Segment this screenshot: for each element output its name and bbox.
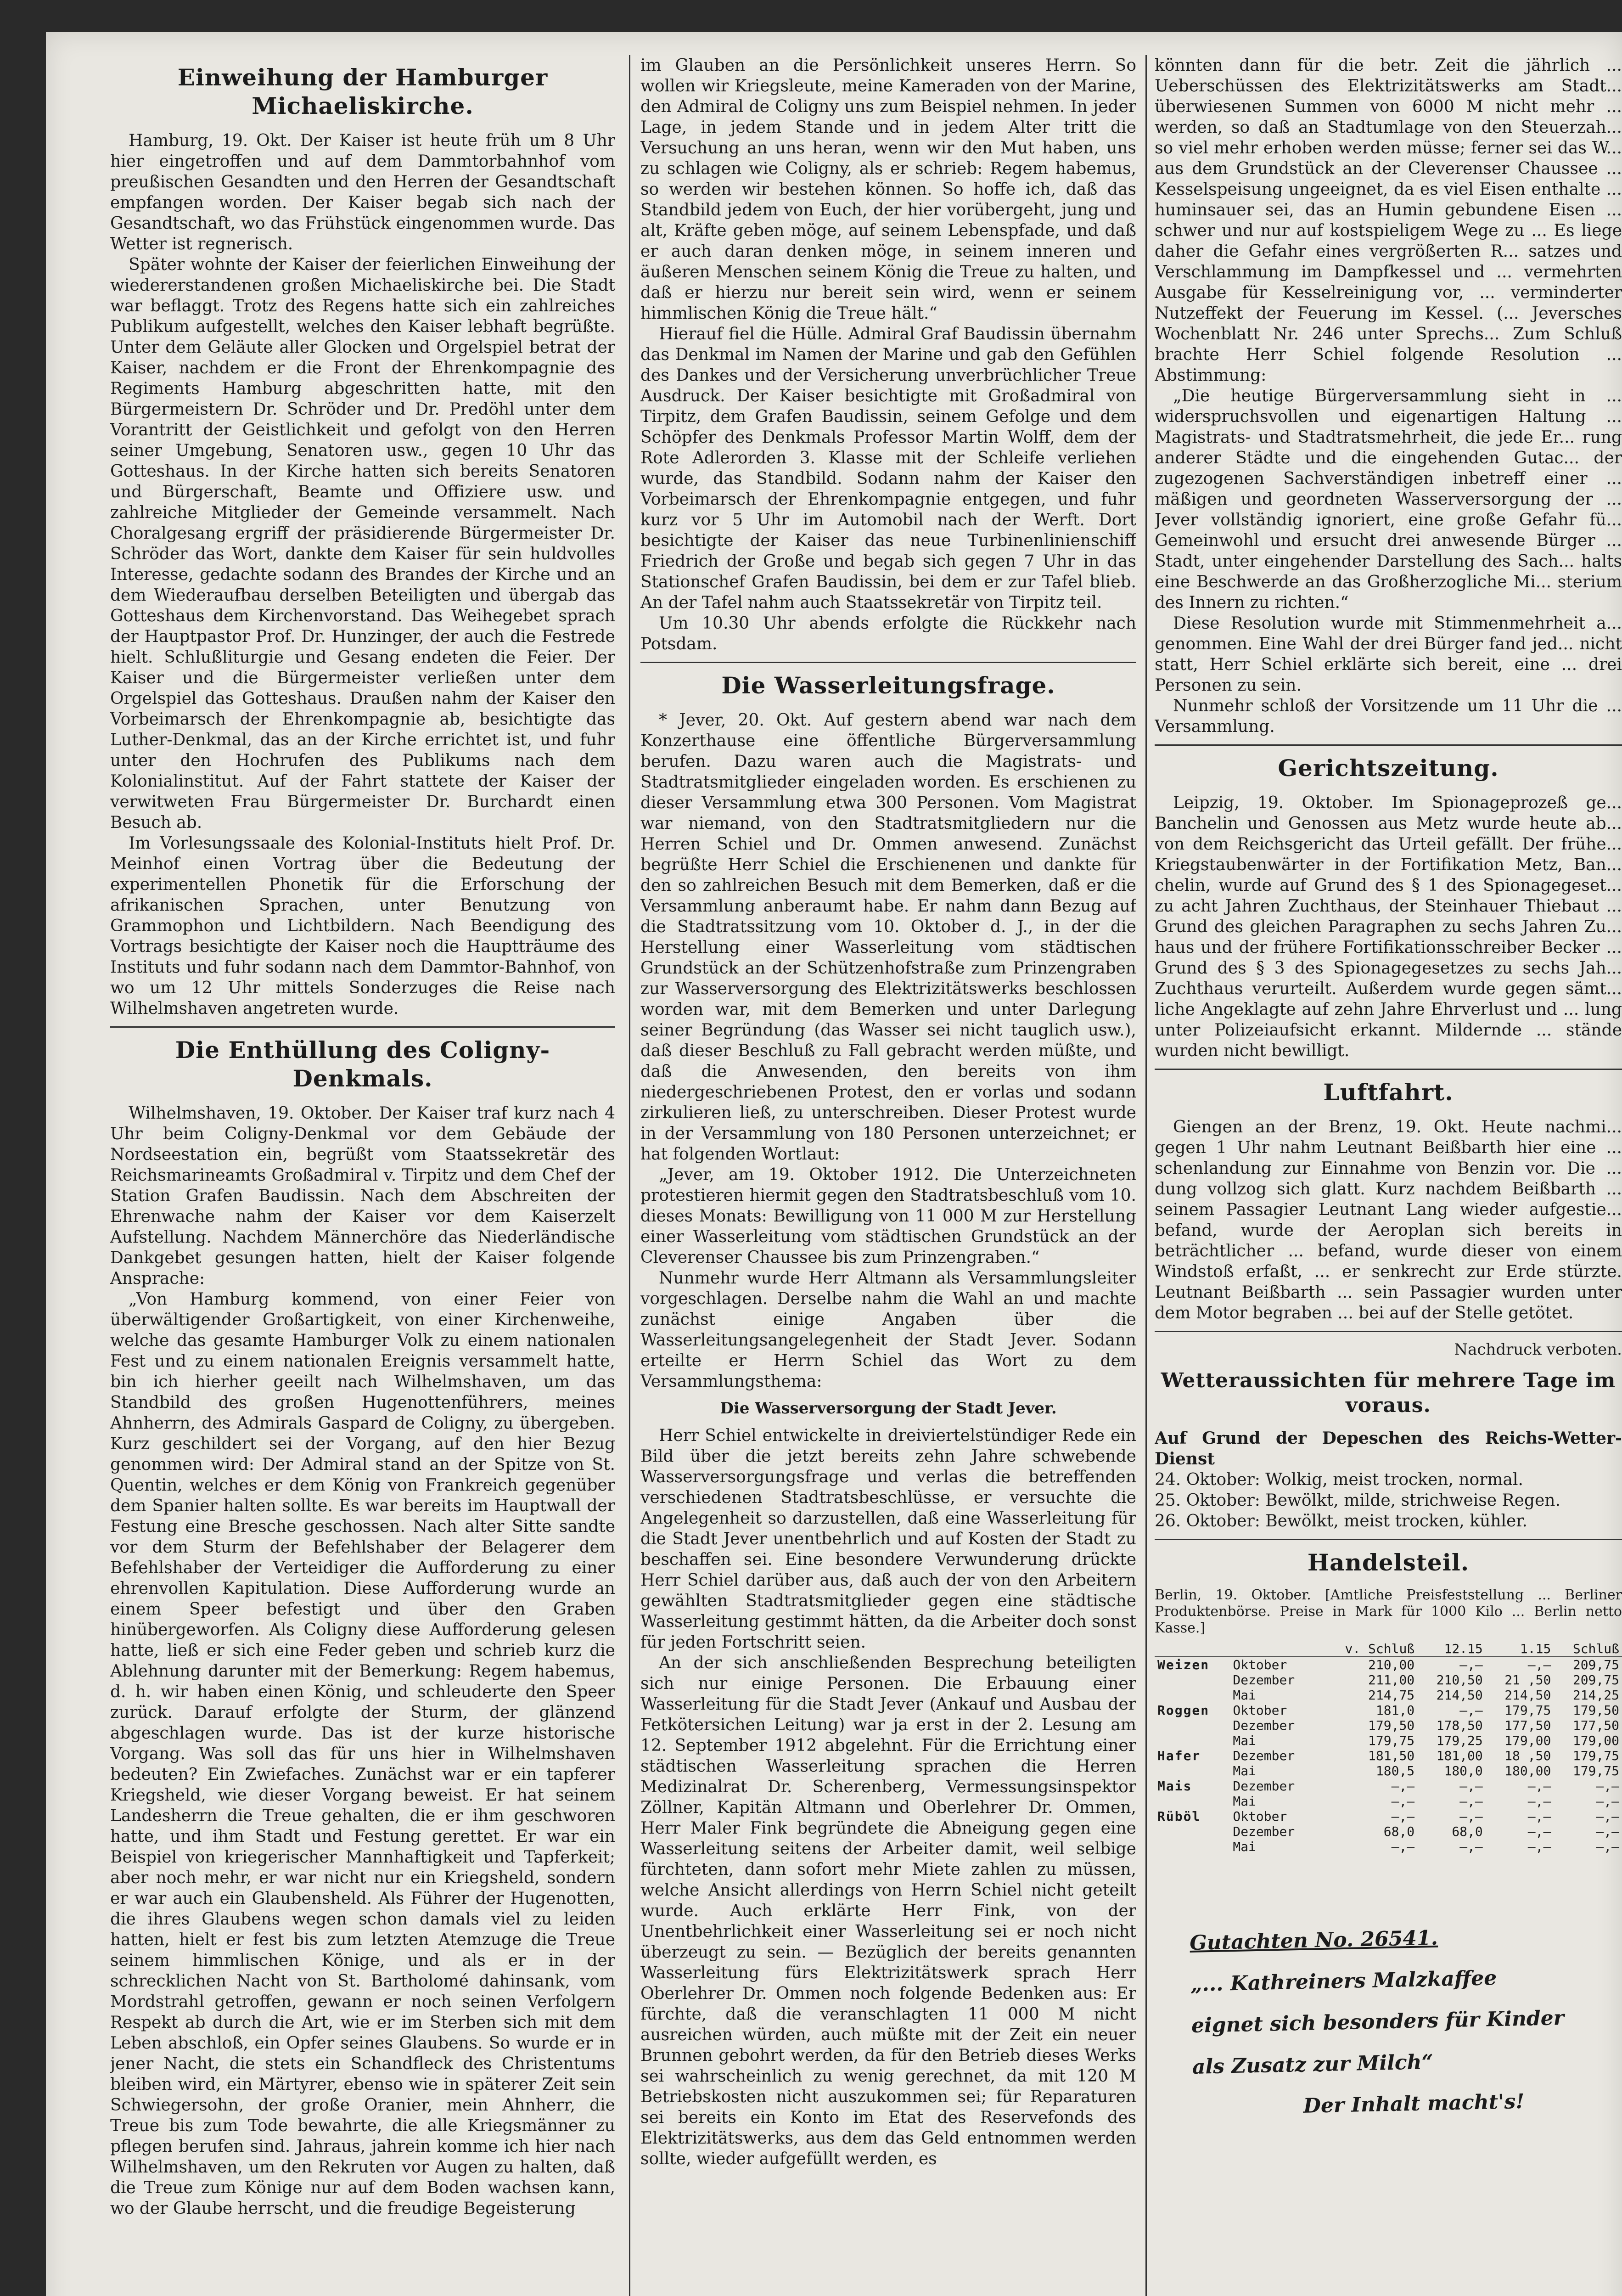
weather-line: 25. Oktober: Bewölkt, milde, strichweise Regen. bbox=[1155, 1491, 1560, 1510]
market-commodity bbox=[1155, 1672, 1230, 1688]
market-price: —,— bbox=[1391, 1839, 1415, 1854]
market-month: Dezember bbox=[1233, 1718, 1295, 1733]
market-row bbox=[1155, 1824, 1622, 1839]
reprint-note: Nachdruck verboten. bbox=[1454, 1340, 1622, 1359]
market-month: Oktober bbox=[1233, 1703, 1287, 1718]
market-month: Mai bbox=[1233, 1688, 1256, 1703]
market-row bbox=[1155, 1688, 1622, 1703]
weather-line: 26. Oktober: Bewölkt, meist trocken, kühler. bbox=[1155, 1512, 1527, 1531]
market-price: 68,0 bbox=[1452, 1824, 1483, 1839]
market-header-cell bbox=[1155, 1641, 1230, 1657]
market-price: 179,75 bbox=[1572, 1763, 1619, 1778]
market-price: —,— bbox=[1527, 1657, 1551, 1672]
market-price: 179,00 bbox=[1572, 1733, 1619, 1748]
market-price: 179,75 bbox=[1572, 1748, 1619, 1763]
market-row bbox=[1155, 1809, 1622, 1824]
section-divider bbox=[640, 662, 1136, 663]
handwritten-signoff: Der Inhalt macht's! bbox=[1303, 2089, 1525, 2118]
headline-wasserleitung: Die Wasserleitungsfrage. bbox=[721, 672, 1055, 699]
market-commodity bbox=[1155, 1763, 1230, 1778]
market-price: —,— bbox=[1527, 1778, 1551, 1794]
market-price: —,— bbox=[1596, 1794, 1619, 1809]
market-price: 209,75 bbox=[1572, 1657, 1619, 1672]
market-price: —,— bbox=[1459, 1778, 1483, 1794]
market-commodity: Rüböl bbox=[1157, 1809, 1201, 1824]
market-commodity bbox=[1155, 1824, 1230, 1839]
section-divider bbox=[1155, 1331, 1622, 1332]
market-price: —,— bbox=[1527, 1839, 1551, 1854]
market-price: —,— bbox=[1527, 1809, 1551, 1824]
market-price: 214,75 bbox=[1368, 1688, 1415, 1703]
article-paragraph: könnten dann für die betr. Zeit die jährlich ... Ueberschüssen des Elektrizitätswerks am Stadt... überwiesenen Summen von 6000 M nicht mehr ... werden, so daß an Stadtumlage von den Steuerzah... so viel mehr erhoben werden müsse; ferner sei das W... aus dem Grundstück an der Cleverenser Chaussee ... Kesselspeisung ungeeignet, da es viel Eisen enthalte ... huminsauer sei, das an Humin gebundene Eisen ... schwer und nur auf kostspieligem Wege zu ... Es liege daher die Gefahr eines vergrößerten R... satzes und Verschlammung im Dampfkessel und ... vermehrten Ausgabe für Kesselreinigung vor, ... verminderter Nutzeffekt der Feuerung im Kessel. (... Jeversches Wochenblatt Nr. 246 unter Sprechs... Zum Schluß brachte Herr Schiel folgende Resolution ... Abstimmung: bbox=[1155, 56, 1622, 385]
market-price: —,— bbox=[1596, 1778, 1619, 1794]
handwritten-line: als Zusatz zur Milch“ bbox=[1192, 2050, 1434, 2079]
market-month: Mai bbox=[1233, 1839, 1256, 1854]
headline-wetteraussichten: Wetteraussichten für mehrere Tage im voraus. bbox=[1161, 1369, 1616, 1417]
article-paragraph: Wilhelmshaven, 19. Oktober. Der Kaiser traf kurz nach 4 Uhr beim Coligny-Denkmal vor dem Gebäude der Nordseestation ein, begrüßt vom Staatssekretär des Reichsmarineamts Großadmiral v. Tirpitz und dem Chef der Station Grafen Baudissin. Nach dem Abschreiten der Ehrenwache nahm der Kaiser vor dem Kaiserzelt Aufstellung. Nachdem Männerchöre das Niederländische Dankgebet gesungen hatten, hielt der Kaiser folgende Ansprache: bbox=[110, 1104, 615, 1288]
market-commodity bbox=[1155, 1794, 1230, 1809]
market-price: 181,0 bbox=[1375, 1703, 1415, 1718]
market-month: Mai bbox=[1233, 1763, 1256, 1778]
market-price: 177,50 bbox=[1504, 1718, 1551, 1733]
market-commodity bbox=[1155, 1718, 1230, 1733]
market-price: —,— bbox=[1459, 1657, 1483, 1672]
market-price: —,— bbox=[1459, 1794, 1483, 1809]
market-price: —,— bbox=[1391, 1778, 1415, 1794]
headline-handelsteil: Handelsteil. bbox=[1307, 1549, 1470, 1576]
article-paragraph: Im Vorlesungssaale des Kolonial-Instituts hielt Prof. Dr. Meinhof einen Vortrag über die Bedeutung der experimentellen Phonetik für die Erforschung der afrikanischen Sprachen, unter Benutzung von Grammophon und Lichtbildern. Nach Beendigung des Vortrags besichtigte der Kaiser noch die Hauptträume des Instituts und fuhr sodann nach dem Dammtor-Bahnhof, von wo um 12 Uhr mittels Sonderzuges die Reise nach Wilhelmshaven angetreten wurde. bbox=[110, 834, 615, 1018]
article-paragraph: Nunmehr wurde Herr Altmann als Versammlungsleiter vorgeschlagen. Derselbe nahm die Wahl an und machte zunächst einige Angaben über die Wasserleitungsangelegenheit der Stadt Jever. Sodann erteilte er Herrn Schiel das Wort zu dem Versammlungsthema: bbox=[640, 1269, 1136, 1391]
market-commodity: Roggen bbox=[1157, 1703, 1210, 1718]
market-price: 180,00 bbox=[1504, 1763, 1551, 1778]
market-month: Dezember bbox=[1233, 1778, 1295, 1794]
handwritten-line: eignet sich besonders für Kinder bbox=[1191, 2006, 1565, 2037]
market-price: 179,25 bbox=[1436, 1733, 1483, 1748]
subheadline-wasserversorgung: Die Wasserversorgung der Stadt Jever. bbox=[720, 1399, 1057, 1418]
market-row bbox=[1155, 1763, 1622, 1778]
market-month: Dezember bbox=[1233, 1672, 1295, 1688]
market-price: —,— bbox=[1459, 1703, 1483, 1718]
handwritten-line: „... Kathreiners Malzkaffee bbox=[1190, 1966, 1497, 1996]
article-paragraph: An der sich anschließenden Besprechung beteiligten sich nur einige Personen. Die Erbauung einer Wasserleitung für die Stadt Jever (Ankauf und Ausbau der Fetkötersichen Leitung) war ja erst in der 2. Lesung am 12. September 1912 abgelehnt. Für die Errichtung einer städtischen Wasserleitung sprachen die Herren Medizinalrat Dr. Scherenberg, Vermessungsinspektor Zöllner, Kapitän Altmann und Oberlehrer Dr. Ommen, Herr Maler Fink begründete die Abneigung gegen eine Wasserleitung seitens der Arbeiter damit, weil selbige fürchteten, dann sofort mehr Miete zahlen zu müssen, welche Ansicht allerdings von Herrn Schiel nicht geteilt wurde. Auch erklärte Herr Fink, von der Unentbehrlichkeit einer Wasserleitung sei er noch nicht überzeugt zu sein. — Bezüglich der bereits genannten Wasserleitung fürs Elektrizitätswerk sprach Herr Oberlehrer Dr. Ommen noch folgende Bedenken aus: Er fürchte, daß die veranschlagten 11 000 M nicht ausreichen würden, auch müßte mit der Zeit ein neuer Brunnen gebohrt werden, da für den Betrieb dieses Werks sei wahrscheinlich zu wenig gerechnet, da mit 120 M Betriebskosten nicht auszukommen sei; für Reparaturen sei bereits ein Konto im Etat des Reservefonds des Elektrizitätswerks, aus dem das Geld entnommen werden sollte, wieder aufgefüllt werden, es bbox=[640, 1654, 1136, 2168]
headline-michaeliskirche: Einweihung der Hamburger Michaeliskirche. bbox=[177, 64, 548, 119]
headline-gerichtszeitung: Gerichtszeitung. bbox=[1278, 754, 1499, 782]
column-divider bbox=[1145, 55, 1147, 2296]
market-price: —,— bbox=[1391, 1794, 1415, 1809]
market-price: —,— bbox=[1596, 1809, 1619, 1824]
headline-luftfahrt: Luftfahrt. bbox=[1323, 1079, 1454, 1106]
market-price: 211,00 bbox=[1368, 1672, 1415, 1688]
market-row bbox=[1155, 1733, 1622, 1748]
market-price: 179,75 bbox=[1504, 1703, 1551, 1718]
market-price: 210,00 bbox=[1368, 1657, 1415, 1672]
section-divider bbox=[110, 1026, 615, 1028]
market-month: Oktober bbox=[1233, 1657, 1287, 1672]
article-paragraph: Nunmehr schloß der Vorsitzende um 11 Uhr die ... Versammlung. bbox=[1155, 697, 1622, 736]
article-paragraph: Leipzig, 19. Oktober. Im Spionageprozeß ge... Banchelin und Genossen aus Metz wurde heute ab... von dem Reichsgericht das Urteil gefällt. Der frühe... Kriegstaubenwärter in der Fortifikation Metz, Ban... chelin, wurde auf Grund des § 1 des Spionagegeset... zu acht Jahren Zuchthaus, der Steinhauer Thiebaut ... Grund des gleichen Paragraphen zu sechs Jahren Zu... haus und der frühere Fortifikationsschreiber Becker ... Grund des § 3 des Spionagegesetzes zu sechs Jah... Zuchthaus verurteilt. Außerdem wurde gegen sämt... liche Angeklagte auf zehn Jahre Ehrverlust und ... lung unter Polizeiaufsicht erkannt. Mildernde ... stände wurden nicht bewilligt. bbox=[1155, 793, 1622, 1060]
market-price: 209,75 bbox=[1572, 1672, 1619, 1688]
market-row bbox=[1155, 1672, 1622, 1688]
market-price: 179,00 bbox=[1504, 1733, 1551, 1748]
market-month: Mai bbox=[1233, 1794, 1256, 1809]
market-price: 179,50 bbox=[1368, 1718, 1415, 1733]
weather-source: Auf Grund der Depeschen des Reichs-Wetter-Dienst bbox=[1155, 1429, 1622, 1469]
column-1 bbox=[110, 55, 615, 2296]
market-price: 181,00 bbox=[1436, 1748, 1483, 1763]
weather-line: 24. Oktober: Wolkig, meist trocken, normal. bbox=[1155, 1470, 1523, 1489]
market-commodity bbox=[1155, 1839, 1230, 1854]
market-price: 180,5 bbox=[1375, 1763, 1415, 1778]
market-header-row bbox=[1155, 1641, 1622, 1657]
column-2 bbox=[640, 55, 1136, 2296]
market-row bbox=[1155, 1839, 1622, 1854]
article-paragraph: Hierauf fiel die Hülle. Admiral Graf Baudissin übernahm das Denkmal im Namen der Marine und gab den Gefühlen des Dankes und der Versicherung unverbrüchlicher Treue Ausdruck. Der Kaiser besichtigte mit Großadmiral von Tirpitz, dem Grafen Baudissin, seinem Gefolge und dem Schöpfer des Denkmals Professor Martin Wolff, dem der Rote Adlerorden 3. Klasse mit der Schleife verliehen wurde, das Standbild. Sodann nahm der Kaiser den Vorbeimarsch der Ehrenkompagnie entgegen, und fuhr kurz vor 5 Uhr im Automobil nach der Werft. Dort besichtigte der Kaiser das neue Turbinenlinienschiff Friedrich der Große und begab sich gegen 7 Uhr in das Stationschef Grafen Baudissin, bei dem er zur Tafel blieb. An der Tafel nahm auch Staatssekretär von Tirpitz teil. bbox=[640, 325, 1136, 612]
market-price: —,— bbox=[1596, 1824, 1619, 1839]
market-month: Mai bbox=[1233, 1733, 1256, 1748]
market-price: 68,0 bbox=[1383, 1824, 1415, 1839]
market-header-cell: v. Schluß bbox=[1319, 1641, 1417, 1657]
market-row bbox=[1155, 1794, 1622, 1809]
market-header-cell: Schluß bbox=[1554, 1641, 1622, 1657]
market-price: 214,50 bbox=[1436, 1688, 1483, 1703]
article-paragraph: „Die heutige Bürgerversammlung sieht in ... widerspruchsvollen und eigenartigen Haltung ... Magistrats- und Stadtratsmehrheit, die jede Er... rung anderer Städte und die eingehenden Gutac... der zugezogenen Sachverständigen inbetreff einer ... mäßigen und geordneten Wasserversorgung der ... Jever vollständig ignoriert, eine große Gefahr fü... Gemeinwohl und ersucht drei anwesende Bürger ... Stadt, unter eingehender Darstellung des Sach... halts eine Beschwerde an das Großherzogliche Mi... sterium des Innern zu richten.“ bbox=[1155, 387, 1622, 612]
market-price: 179,50 bbox=[1572, 1703, 1619, 1718]
market-price: 177,50 bbox=[1572, 1718, 1619, 1733]
market-row bbox=[1155, 1748, 1622, 1763]
article-paragraph: Herr Schiel entwickelte in dreiviertelstündiger Rede ein Bild über die jetzt bereits zehn Jahre schwebende Wasserversorgungsfrage und verlas die betreffenden verschiedenen Stadtratsbeschlüsse, er versuchte die Angelegenheit so darzustellen, daß eine Wasserleitung für die Stadt Jever unentbehrlich und auf Kosten der Stadt zu beschaffen sei. Eine besondere Verwunderung drückte Herr Schiel darüber aus, daß auch der von den Arbeitern gewählten Stadtratsmitglieder gegen eine städtische Wasserleitung gestimmt hätten, da die Arbeiter doch sonst für jeden Fortschritt seien. bbox=[640, 1426, 1136, 1652]
market-price: 179,75 bbox=[1368, 1733, 1415, 1748]
market-row bbox=[1155, 1718, 1622, 1733]
market-price: —,— bbox=[1596, 1839, 1619, 1854]
handwritten-title: Gutachten No. 26541. bbox=[1189, 1926, 1438, 1955]
market-intro: Berlin, 19. Oktober. [Amtliche Preisfeststellung ... Berliner Produktenbörse. Preise in Mark für 1000 Kilo ... Berlin netto Kasse.] bbox=[1155, 1587, 1622, 1636]
market-price: 180,0 bbox=[1444, 1763, 1483, 1778]
market-row bbox=[1155, 1657, 1622, 1672]
market-price: —,— bbox=[1391, 1809, 1415, 1824]
market-month: Oktober bbox=[1233, 1809, 1287, 1824]
column-divider bbox=[629, 55, 630, 2296]
market-price: 214,25 bbox=[1572, 1688, 1619, 1703]
article-paragraph: Diese Resolution wurde mit Stimmenmehrheit a... genommen. Eine Wahl der drei Bürger fand jed... nicht statt, Herr Schiel erklärte sich bereit, eine ... drei Personen zu sein. bbox=[1155, 614, 1622, 695]
market-table bbox=[1155, 1641, 1622, 1854]
article-paragraph: „Von Hamburg kommend, von einer Feier von überwältigender Großartigkeit, von einer Kirchenweihe, welche das gesamte Hamburger Volk zu einem nationalen Fest und zu einem nationalen Ereignis versammelt hatte, bin ich hierher geeilt nach Wilhelmshaven, um das Standbild des großen Hugenottenführers, meines Ahnherrn, des Admirals Gaspard de Coligny, zu übergeben. Kurz geschildert sei der Vorgang, auf den hier Bezug genommen wird: Der Admiral stand an der Spitze von St. Quentin, welches er dem König von Frankreich gegenüber dem Spanier halten sollte. Es war bereits im Hauptwall der Festung eine Bresche geschossen. Nach alter Sitte sandte vor dem Sturm der Befehlshaber der Belagerer dem Befehlshaber der Verteidiger die Aufforderung zu einer ehrenvollen Kapitulation. Diese Aufforderung wurde an einem Speer befestigt und über den Graben hinübergeworfen. Als Coligny diese Aufforderung gelesen hatte, ließ er sich eine Feder geben und schrieb kurz die Ablehnung darunter mit der Bemerkung: Regem habemus, d. h. wir haben einen König, und schleuderte den Speer zurück. Darauf erfolgte der Sturm, der glänzend abgeschlagen wurde. Das ist der kurze historische Vorgang. Was soll das für uns hier in Wilhelmshaven bedeuten? Ein Zwiefaches. Zunächst war er ein tapferer Kriegsheld, wie dieser Vorgang beweist. Er hat seinem Landesherrn die Treue gehalten, die er ihm geschworen hatte, und ihm Stadt und Festung gerettet. Er war ein Beispiel von kriegerischer Mannhaftigkeit und Tapferkeit; aber noch mehr, er war nicht nur ein Kriegsheld, sondern er war auch ein Glaubensheld. Als Führer der Hugenotten, die ihres Glaubens wegen schon damals viel zu leiden hatten, hielt er fest bis zum letzten Atemzuge die Treue seinem himmlischen Könige, und als er in der schrecklichen Nacht von St. Bartholomé dahinsank, vom Mordstrahl getroffen, gewann er noch seinen Verfolgern Respekt ab durch die Art, wie er im Sterben sich mit dem Leben abschloß, ein Opfer seines Glaubens. So wurde er in jener Nacht, die stets ein Schandfleck des Christentums bleiben wird, ein Märtyrer, ebenso wie in späterer Zeit sein Schwiegersohn, der große Oranier, mein Ahnherr, die Treue bis zum Tode bewahrte, die alle Kriegsmänner zu pflegen berufen sind. Jahraus, jahrein komme ich hier nach Wilhelmshaven, um den Rekruten vor Augen zu halten, daß die Treue zum Könige nur auf dem Boden wachsen kann, wo der Glaube herrscht, und die freudige Begeisterung bbox=[110, 1290, 615, 2218]
market-price: —,— bbox=[1459, 1839, 1483, 1854]
market-price: 210,50 bbox=[1436, 1672, 1483, 1688]
article-paragraph: „Jever, am 19. Oktober 1912. Die Unterzeichneten protestieren hiermit gegen den Stadtratsbeschluß vom 10. dieses Monats: Bewilligung von 11 000 M zur Herstellung einer Wasserleitung vom städtischen Grundstück an der Cleverenser Chaussee bis zum Prinzengraben.“ bbox=[640, 1165, 1136, 1267]
article-paragraph: * Jever, 20. Okt. Auf gestern abend war nach dem Konzerthause eine öffentliche Bürgerversammlung berufen. Dazu waren auch die Magistrats- und Stadtratsmitglieder eingeladen worden. Es erschienen zu dieser Versammlung etwa 300 Personen. Vom Magistrat war niemand, von den Stadtratsmitgliedern nur die Herren Schiel und Dr. Ommen anwesend. Zunächst begrüßte Herr Schiel die Erschienenen und dankte für den so zahlreichen Besuch mit dem Bemerken, daß er die Versammlung anberaumt habe. Er nahm dann Bezug auf die Stadtratssitzung vom 10. Oktober d. J., in der die Herstellung einer Wasserleitung vom städtischen Grundstück an der Schützenhofstraße zum Prinzengraben zur Wasserversorgung des Elektrizitätswerks beschlossen worden war, mit dem Bemerken und unter Darlegung seiner Begründung (das Wasser sei nicht tauglich usw.), daß dieser Beschluß zu Fall gebracht werden müßte, und daß die Anwesenden, den bereits von ihm niedergeschriebenen Protest, den er vorlas und sodann zirkulieren ließ, zu unterschreiben. Dieser Protest wurde in der Versammlung von 180 Personen unterzeichnet; er hat folgenden Wortlaut: bbox=[640, 711, 1136, 1164]
market-commodity: Mais bbox=[1157, 1778, 1192, 1794]
market-header-cell bbox=[1230, 1641, 1319, 1657]
market-price: 181,50 bbox=[1368, 1748, 1415, 1763]
article-paragraph: Giengen an der Brenz, 19. Okt. Heute nachmi... gegen 1 Uhr nahm Leutnant Beißbarth hier eine ... schenlandung zur Einnahme von Benzin vor. Die ... dung vollzog sich glatt. Kurz nachdem Beißbarth ... seinem Passagier Leutnant Lang wieder aufgestie... befand, wurde der Aeroplan sich bereits in beträchtlicher ... befand, wurde dieser von einem Windstoß erfaßt, ... er senkrecht zur Erde stürzte. Leutnant Beißbarth ... sein Passagier wurden unter dem Motor begraben ... bei auf der Stelle getötet. bbox=[1155, 1118, 1622, 1322]
article-paragraph: im Glauben an die Persönlichkeit unseres Herrn. So wollen wir Kriegsleute, meine Kameraden von der Marine, den Admiral de Coligny uns zum Beispiel nehmen. In jeder Lage, in jedem Stande und in jedem Alter tritt die Versuchung an uns heran, wenn wir den Mut haben, uns zu schlagen wie Coligny, als er schrieb: Regem habemus, so werden wir bestehen können. So hoffe ich, daß das Standbild jedem von Euch, der hier vorübergeht, jung und alt, Kräfte geben möge, auf seinem Lebenspfade, und daß er auch daran denken möge, in seinem inneren und äußeren Menschen seinem König die Treue zu halten, und daß er hierzu nur bereit sein wird, wenn er seinem himmlischen König die Treue hält.“ bbox=[640, 56, 1136, 323]
article-paragraph: Hamburg, 19. Okt. Der Kaiser ist heute früh um 8 Uhr hier eingetroffen und auf dem Dammtorbahnhof vom preußischen Gesandten und den Herren der Gesandtschaft empfangen worden. Der Kaiser begab sich nach der Gesandtschaft, wo das Frühstück eingenommen wurde. Das Wetter ist regnerisch. bbox=[110, 131, 615, 253]
handwritten-note bbox=[1155, 1913, 1622, 2130]
market-price: 18 ,50 bbox=[1504, 1748, 1551, 1763]
market-price: 178,50 bbox=[1436, 1718, 1483, 1733]
market-month: Dezember bbox=[1233, 1748, 1295, 1763]
market-price: —,— bbox=[1527, 1824, 1551, 1839]
headline-coligny: Die Enthüllung des Coligny-Denkmals. bbox=[175, 1036, 550, 1092]
market-row bbox=[1155, 1778, 1622, 1794]
section-divider bbox=[1155, 1069, 1622, 1070]
market-commodity: Hafer bbox=[1157, 1748, 1201, 1763]
market-price: —,— bbox=[1527, 1794, 1551, 1809]
market-price: 21 ,50 bbox=[1504, 1672, 1551, 1688]
market-commodity bbox=[1155, 1733, 1230, 1748]
market-price: 214,50 bbox=[1504, 1688, 1551, 1703]
market-header-cell: 12.15 bbox=[1417, 1641, 1486, 1657]
market-row bbox=[1155, 1703, 1622, 1718]
market-commodity bbox=[1155, 1688, 1230, 1703]
market-commodity: Weizen bbox=[1157, 1657, 1210, 1672]
market-month: Dezember bbox=[1233, 1824, 1295, 1839]
market-price: —,— bbox=[1459, 1809, 1483, 1824]
article-paragraph: Später wohnte der Kaiser der feierlichen Einweihung der wiedererstandenen großen Michaeliskirche bei. Die Stadt war beflaggt. Trotz des Regens hatte sich ein zahlreiches Publikum aufgestellt, welches den Kaiser lebhaft begrüßte. Unter dem Geläute aller Glocken und Orgelspiel betrat der Kaiser, nachdem er die Front der Ehrenkompagnie des Regiments Hamburg abgeschritten hatte, mit den Bürgermeistern Dr. Schröder und Dr. Predöhl unter dem Vorantritt der Geistlichkeit und gefolgt von den Herren seiner Umgebung, Senatoren usw., gegen 10 Uhr das Gotteshaus. In der Kirche hatten sich bereits Senatoren und Bürgerschaft, Beamte und Offiziere usw. und zahlreiche Mitglieder der Gemeinde versammelt. Nach Choralgesang ergriff der präsidierende Bürgermeister Dr. Schröder das Wort, dankte dem Kaiser für sein huldvolles Interesse, gedachte sodann des Brandes der Kirche und an dem Wiederaufbau derselben Beteiligten und übergab das Gotteshaus dem Kirchenvorstand. Das Weihegebet sprach der Hauptpastor Prof. Dr. Hunzinger, der auch die Festrede hielt. Schlußliturgie und Gesang endeten die Feier. Der Kaiser und die Bürgermeister verließen unter dem Orgelspiel das Gotteshaus. Draußen nahm der Kaiser den Vorbeimarsch der Ehrenkompagnie ab, besichtigte das Luther-Denkmal, das an der Kirche errichtet ist, und fuhr unter den Hochrufen des Publikums nach dem Kolonialinstitut. Auf der Fahrt stattete der Kaiser der verwitweten Frau Bürgermeister Dr. Burchardt einen Besuch ab. bbox=[110, 255, 615, 832]
section-divider bbox=[1155, 1539, 1622, 1540]
market-table-body bbox=[1155, 1657, 1622, 1854]
market-header-cell: 1.15 bbox=[1486, 1641, 1554, 1657]
column-3 bbox=[1155, 55, 1622, 2296]
article-paragraph: Um 10.30 Uhr abends erfolgte die Rückkehr nach Potsdam. bbox=[640, 614, 1136, 653]
section-divider bbox=[1155, 744, 1622, 746]
